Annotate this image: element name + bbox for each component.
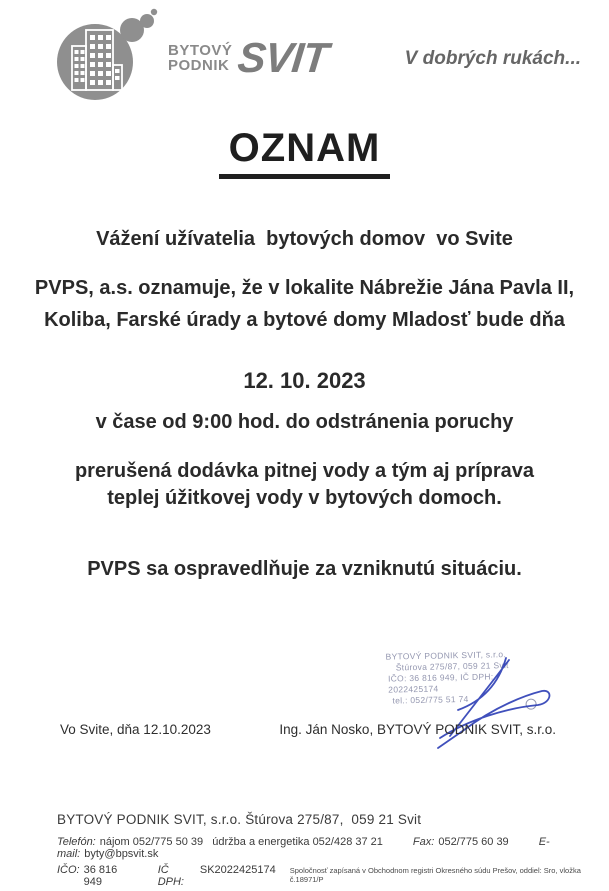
icdph-label: IČ DPH: [157,864,184,888]
logo-org-line2: PODNIK [168,57,230,74]
salutation-paragraph: Vážení užívatelia bytových domov vo Svite [96,228,513,250]
ico-label: IČO: [57,864,80,876]
footer-contacts-row [57,836,599,860]
letterhead [55,8,581,104]
company-logo [55,8,331,104]
stamp-line-3: IČO: 36 816 949, IČ DPH: 2022425174 [387,671,497,695]
impact-paragraph [0,458,609,512]
footer-address: BYTOVÝ PODNIK SVIT, s.r.o. Štúrova 275/87, 059 21 Svit [57,812,422,827]
stamp-line-1: BYTOVÝ PODNIK SVIT, s.r.o. [385,649,507,662]
logo-brand-name: SVIT [235,34,331,81]
stamp-line-4: tel.: 052/775 51 74 [392,693,469,706]
handwritten-signature-icon [398,648,568,756]
icdph-number: SK2022425174 [199,864,276,876]
place-and-date: Vo Svite, dňa 12.10.2023 [60,722,211,737]
phone-numbers: nájom 052/775 50 39 údržba a energetika 052/428 37 21 [99,836,383,848]
signoff-row [60,722,556,737]
notice-title-row [0,126,609,179]
footer-registry-row [57,864,599,888]
phone-label: Telefón: [57,836,96,848]
email-address: byty@bpsvit.sk [84,848,159,860]
email-label: E-mail: [57,836,550,860]
building-circle-logo-icon [55,8,160,104]
notice-title: OZNAM [219,126,391,179]
stamp-line-2: Štúrova 275/87, 059 21 Svit [395,660,509,673]
fax-number: 052/775 60 39 [438,836,509,848]
outage-time-range: v čase od 9:00 hod. do odstránenia poruchy [95,411,514,433]
footer [57,812,599,888]
announcement-text: PVPS, a.s. oznamuje, že v lokalite Nábrežie Jána Pavla II, Koliba, Farské úrady a bytové domy Mladosť bude dňa [34,277,575,331]
logo-wordmark [168,34,331,82]
apology-paragraph: PVPS sa ospravedlňuje za vzniknutú situáciu. [87,558,522,580]
registry-note: Spoločnosť zapísaná v Obchodnom registri Okresného súdu Prešov, oddiel: Sro, vložka č.18971/P [289,866,581,884]
ico-number: 36 816 949 [83,864,118,888]
fax-label: Fax: [412,836,435,848]
logo-org-name [168,43,232,73]
announcement-paragraph [0,272,609,336]
signatory-name: Ing. Ján Nosko, BYTOVÝ PODNIK SVIT, s.r.o. [279,722,556,737]
logo-org-line1: BYTOVÝ [168,42,233,59]
company-tagline: V dobrých rukách... [404,48,581,69]
impact-text: prerušená dodávka pitnej vody a tým aj príprava teplej úžitkovej vody v bytových domoch. [74,460,535,509]
outage-date: 12. 10. 2023 [243,368,366,393]
